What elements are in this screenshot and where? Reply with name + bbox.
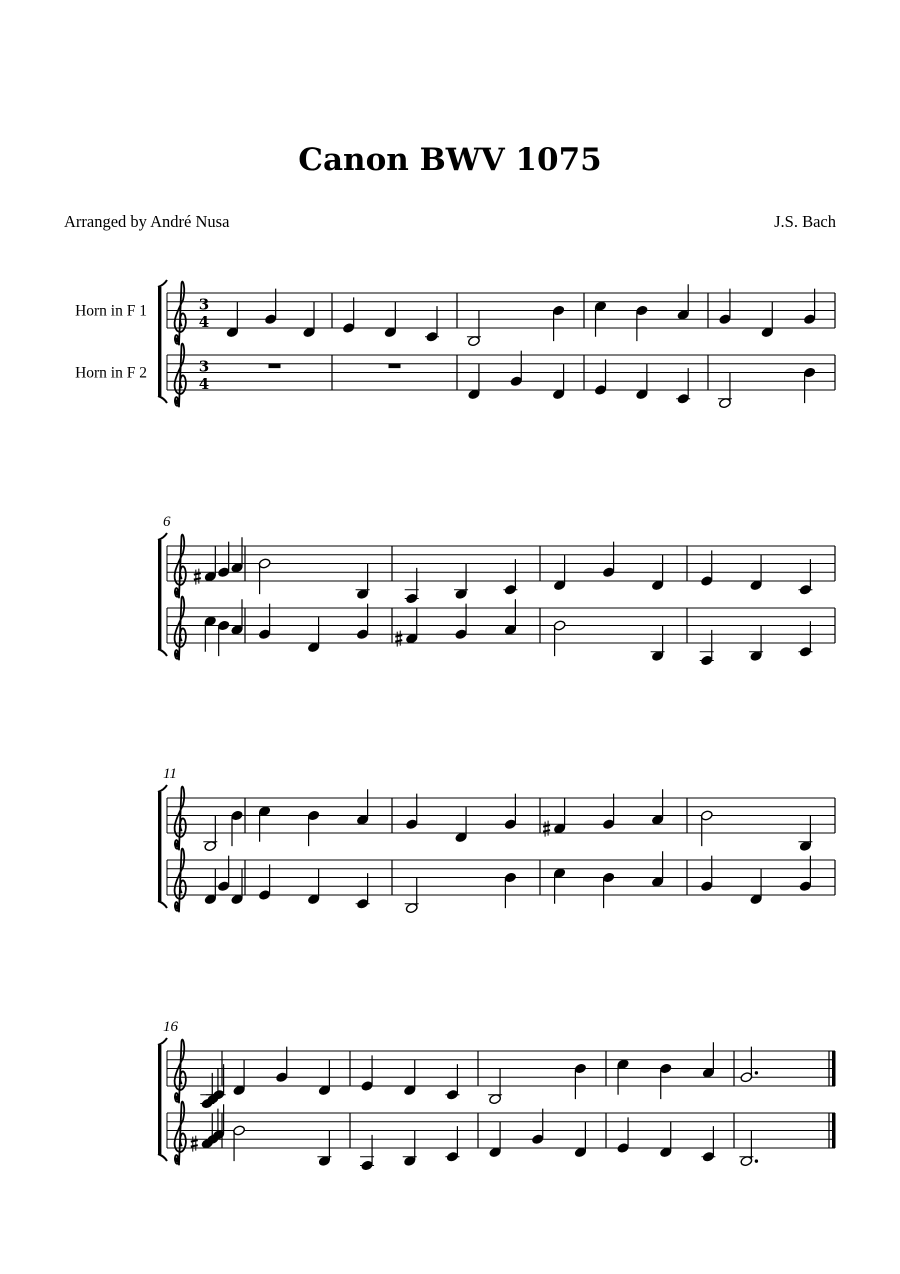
note bbox=[635, 364, 648, 400]
note bbox=[356, 873, 370, 909]
note bbox=[258, 558, 271, 594]
note bbox=[231, 869, 244, 905]
instrument-name: Horn in F 2 bbox=[75, 364, 147, 382]
note bbox=[455, 604, 468, 640]
note bbox=[651, 851, 664, 887]
note bbox=[226, 302, 239, 338]
staff-horn-1 bbox=[75, 282, 835, 345]
staff-horn-2 bbox=[75, 344, 835, 407]
note bbox=[700, 856, 713, 892]
note bbox=[651, 555, 664, 591]
note bbox=[356, 604, 369, 640]
note bbox=[217, 542, 230, 578]
measure-number: 16 bbox=[163, 1019, 178, 1035]
note bbox=[233, 1125, 246, 1161]
treble-clef-icon bbox=[175, 282, 186, 345]
time-signature-top: 3 bbox=[198, 295, 210, 314]
note bbox=[403, 1060, 416, 1096]
note bbox=[503, 559, 517, 595]
note bbox=[552, 364, 565, 400]
note bbox=[531, 1109, 544, 1145]
note bbox=[798, 621, 812, 657]
note bbox=[602, 872, 615, 908]
note bbox=[360, 1135, 374, 1171]
note bbox=[651, 789, 664, 825]
staff-horn-1 bbox=[167, 1040, 835, 1103]
note bbox=[594, 300, 607, 336]
system bbox=[158, 1019, 836, 1171]
note bbox=[206, 1069, 220, 1105]
note bbox=[510, 351, 523, 387]
system bbox=[75, 280, 835, 409]
note bbox=[445, 1064, 459, 1100]
note bbox=[203, 816, 217, 852]
system bbox=[158, 514, 835, 666]
note bbox=[761, 302, 774, 338]
note bbox=[659, 1063, 672, 1099]
note bbox=[233, 1060, 246, 1096]
whole-rest-icon bbox=[389, 364, 401, 368]
note bbox=[217, 620, 230, 656]
sharp-icon bbox=[543, 821, 550, 837]
note bbox=[799, 856, 812, 892]
note bbox=[403, 1131, 417, 1167]
time-signature-top: 3 bbox=[198, 357, 210, 376]
note bbox=[718, 373, 732, 409]
instrument-name: Horn in F 1 bbox=[75, 302, 147, 320]
whole-rest-icon bbox=[269, 364, 281, 368]
note bbox=[264, 289, 277, 325]
note bbox=[798, 816, 812, 852]
treble-clef-icon bbox=[175, 344, 186, 407]
note bbox=[307, 617, 320, 653]
note bbox=[455, 807, 468, 843]
note bbox=[700, 630, 714, 666]
note bbox=[651, 626, 665, 662]
system-bracket bbox=[158, 1045, 161, 1154]
note bbox=[489, 1122, 502, 1158]
measure-number: 6 bbox=[163, 514, 171, 530]
note bbox=[258, 604, 271, 640]
note bbox=[275, 1047, 288, 1083]
note bbox=[405, 794, 418, 830]
composer-credit: J.S. Bach bbox=[774, 212, 836, 231]
treble-clef-icon bbox=[175, 1040, 186, 1103]
note bbox=[739, 1131, 758, 1167]
note bbox=[617, 1117, 630, 1153]
note bbox=[676, 368, 690, 404]
note bbox=[356, 789, 369, 825]
note bbox=[258, 864, 271, 900]
note bbox=[700, 550, 713, 586]
note bbox=[212, 1064, 226, 1100]
note bbox=[212, 1104, 225, 1140]
staff-horn-1 bbox=[167, 787, 835, 850]
note bbox=[307, 810, 320, 846]
note bbox=[574, 1063, 587, 1099]
note bbox=[231, 810, 244, 846]
staff-horn-2 bbox=[167, 849, 835, 912]
note bbox=[258, 805, 271, 841]
note bbox=[445, 1126, 459, 1162]
note bbox=[553, 555, 566, 591]
note bbox=[504, 599, 517, 635]
note bbox=[454, 564, 468, 600]
note bbox=[798, 559, 812, 595]
note bbox=[504, 794, 517, 830]
note bbox=[504, 872, 517, 908]
treble-clef-icon bbox=[175, 535, 186, 598]
note bbox=[750, 555, 763, 591]
note bbox=[750, 869, 763, 905]
note bbox=[553, 620, 566, 656]
note bbox=[317, 1131, 331, 1167]
score-title: Canon BWV 1075 bbox=[298, 142, 602, 178]
note bbox=[204, 869, 217, 905]
time-signature-bottom: 4 bbox=[198, 374, 210, 393]
note bbox=[200, 1073, 214, 1109]
treble-clef-icon bbox=[175, 597, 186, 660]
note bbox=[342, 297, 355, 333]
system-bracket bbox=[158, 792, 161, 901]
note bbox=[617, 1058, 630, 1094]
note bbox=[602, 794, 615, 830]
note bbox=[574, 1122, 587, 1158]
note bbox=[553, 867, 566, 903]
note bbox=[231, 599, 244, 635]
note bbox=[217, 856, 230, 892]
note bbox=[405, 878, 419, 914]
sharp-icon bbox=[191, 1136, 198, 1152]
note bbox=[803, 367, 816, 403]
note bbox=[405, 568, 419, 604]
sharp-icon bbox=[194, 569, 201, 585]
note bbox=[594, 359, 607, 395]
system bbox=[158, 766, 835, 914]
note bbox=[635, 305, 648, 341]
note bbox=[206, 1109, 219, 1145]
measure-number: 11 bbox=[163, 766, 177, 782]
treble-clef-icon bbox=[175, 787, 186, 850]
system-bracket bbox=[158, 540, 161, 649]
treble-clef-icon bbox=[175, 849, 186, 912]
staff-horn-2 bbox=[167, 597, 835, 660]
note bbox=[356, 564, 370, 600]
note bbox=[303, 302, 316, 338]
note bbox=[384, 302, 397, 338]
time-signature-bottom: 4 bbox=[198, 312, 210, 331]
note bbox=[467, 311, 481, 347]
note bbox=[191, 1113, 214, 1152]
note bbox=[395, 608, 418, 647]
arranger-credit: Arranged by André Nusa bbox=[64, 212, 230, 231]
note bbox=[701, 1126, 715, 1162]
note bbox=[803, 289, 816, 325]
note bbox=[307, 869, 320, 905]
note bbox=[204, 615, 217, 651]
final-barline-thick bbox=[832, 1113, 836, 1148]
note bbox=[488, 1069, 502, 1105]
note bbox=[718, 289, 731, 325]
note bbox=[702, 1042, 715, 1078]
note bbox=[318, 1060, 331, 1096]
note bbox=[552, 305, 565, 341]
note bbox=[543, 798, 566, 837]
final-barline-thick bbox=[832, 1051, 836, 1086]
note bbox=[749, 626, 763, 662]
note bbox=[231, 537, 244, 573]
note bbox=[602, 542, 615, 578]
system-bracket bbox=[158, 287, 161, 396]
treble-clef-icon bbox=[175, 1102, 186, 1165]
staff-horn-2 bbox=[167, 1102, 835, 1165]
sharp-icon bbox=[395, 631, 402, 647]
note bbox=[700, 810, 713, 846]
note bbox=[659, 1122, 672, 1158]
note bbox=[467, 364, 480, 400]
note bbox=[425, 306, 439, 342]
note bbox=[677, 284, 690, 320]
note bbox=[361, 1055, 374, 1091]
note bbox=[194, 546, 217, 585]
